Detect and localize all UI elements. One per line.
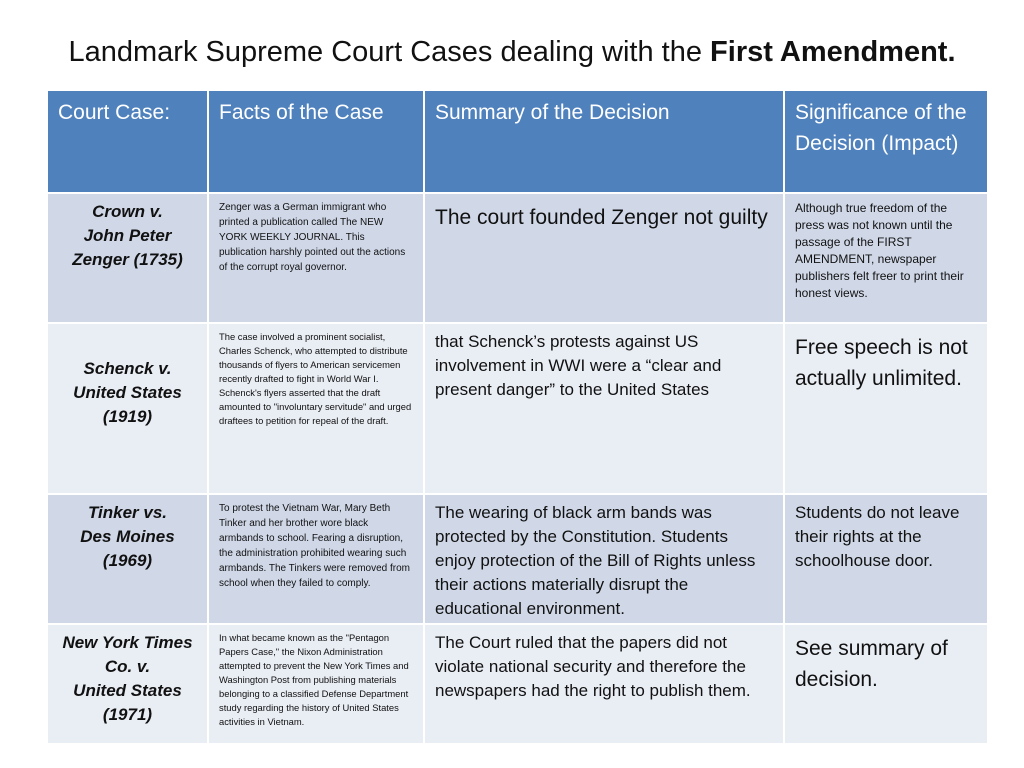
case-name-line: Schenck v. xyxy=(83,358,172,378)
table-row-nyt xyxy=(47,624,988,744)
summary-cell: The Court ruled that the papers did not violate national security and therefore the newspapers had the right to publish them. xyxy=(424,624,784,744)
case-name-line: Co. v. xyxy=(104,657,151,676)
case-name-line: (1971) xyxy=(102,705,153,724)
significance-cell: Although true freedom of the press was not known until the passage of the FIRST AMENDMENT, newspaper publishers felt freer to print their honest views. xyxy=(784,193,988,323)
table-row-zenger xyxy=(47,193,988,323)
significance-cell: See summary of decision. xyxy=(784,624,988,744)
table-row-schenck xyxy=(47,323,988,494)
title-prefix: Landmark Supreme Court Cases dealing with the xyxy=(68,36,711,68)
header-row xyxy=(47,90,988,193)
cases-table xyxy=(46,89,989,745)
case-name-cell xyxy=(47,624,208,744)
title-bold: First Amendment. xyxy=(710,36,956,68)
facts-cell: In what became known as the "Pentagon Papers Case," the Nixon Administration attempted to prevent the New York Times and Washington Post from publishing materials belonging to a classified Defense Department study regarding the history of United States activities in Vietnam. xyxy=(208,624,424,744)
case-name-cell xyxy=(47,323,208,494)
case-name-line: Zenger (1735) xyxy=(72,250,183,269)
table-row-tinker xyxy=(47,494,988,624)
case-name-line: United States xyxy=(73,382,182,402)
case-name-cell xyxy=(47,494,208,624)
header-court-case: Court Case: xyxy=(47,90,208,193)
case-name-line: New York Times xyxy=(62,633,193,652)
case-name-line: Tinker vs. xyxy=(87,503,168,522)
slide-title xyxy=(0,36,1024,69)
case-name-line: Crown v. xyxy=(92,202,163,221)
facts-cell: Zenger was a German immigrant who printed a publication called The NEW YORK WEEKLY JOURNAL. This publication harshly pointed out the actions of the corrupt royal governor. xyxy=(208,193,424,323)
header-significance: Significance of the Decision (Impact) xyxy=(784,90,988,193)
case-name-line: United States xyxy=(73,681,182,700)
case-name-line: John Peter xyxy=(83,226,172,245)
summary-cell: that Schenck’s protests against US involvement in WWI were a “clear and present danger” to the United States xyxy=(424,323,784,494)
significance-cell: Students do not leave their rights at the schoolhouse door. xyxy=(784,494,988,624)
significance-cell: Free speech is not actually unlimited. xyxy=(784,323,988,494)
facts-cell: The case involved a prominent socialist, Charles Schenck, who attempted to distribute thousands of flyers to American servicemen recently drafted to fight in World War I. Schenck's flyers asserted that the draft amounted to "involuntary servitude" and urged draftees to petition for repeal of the draft. xyxy=(208,323,424,494)
summary-cell: The court founded Zenger not guilty xyxy=(424,193,784,323)
facts-cell: To protest the Vietnam War, Mary Beth Tinker and her brother wore black armbands to school. Fearing a disruption, the administration prohibited wearing such armbands. The Tinkers were removed from school when they failed to comply. xyxy=(208,494,424,624)
case-name-line: (1969) xyxy=(102,551,153,570)
header-summary: Summary of the Decision xyxy=(424,90,784,193)
case-name-line: Des Moines xyxy=(80,527,175,546)
header-facts: Facts of the Case xyxy=(208,90,424,193)
case-name-cell xyxy=(47,193,208,323)
case-name-line: (1919) xyxy=(102,406,153,426)
summary-cell: The wearing of black arm bands was protected by the Constitution. Students enjoy protection of the Bill of Rights unless their actions materially disrupt the educational environment. xyxy=(424,494,784,624)
